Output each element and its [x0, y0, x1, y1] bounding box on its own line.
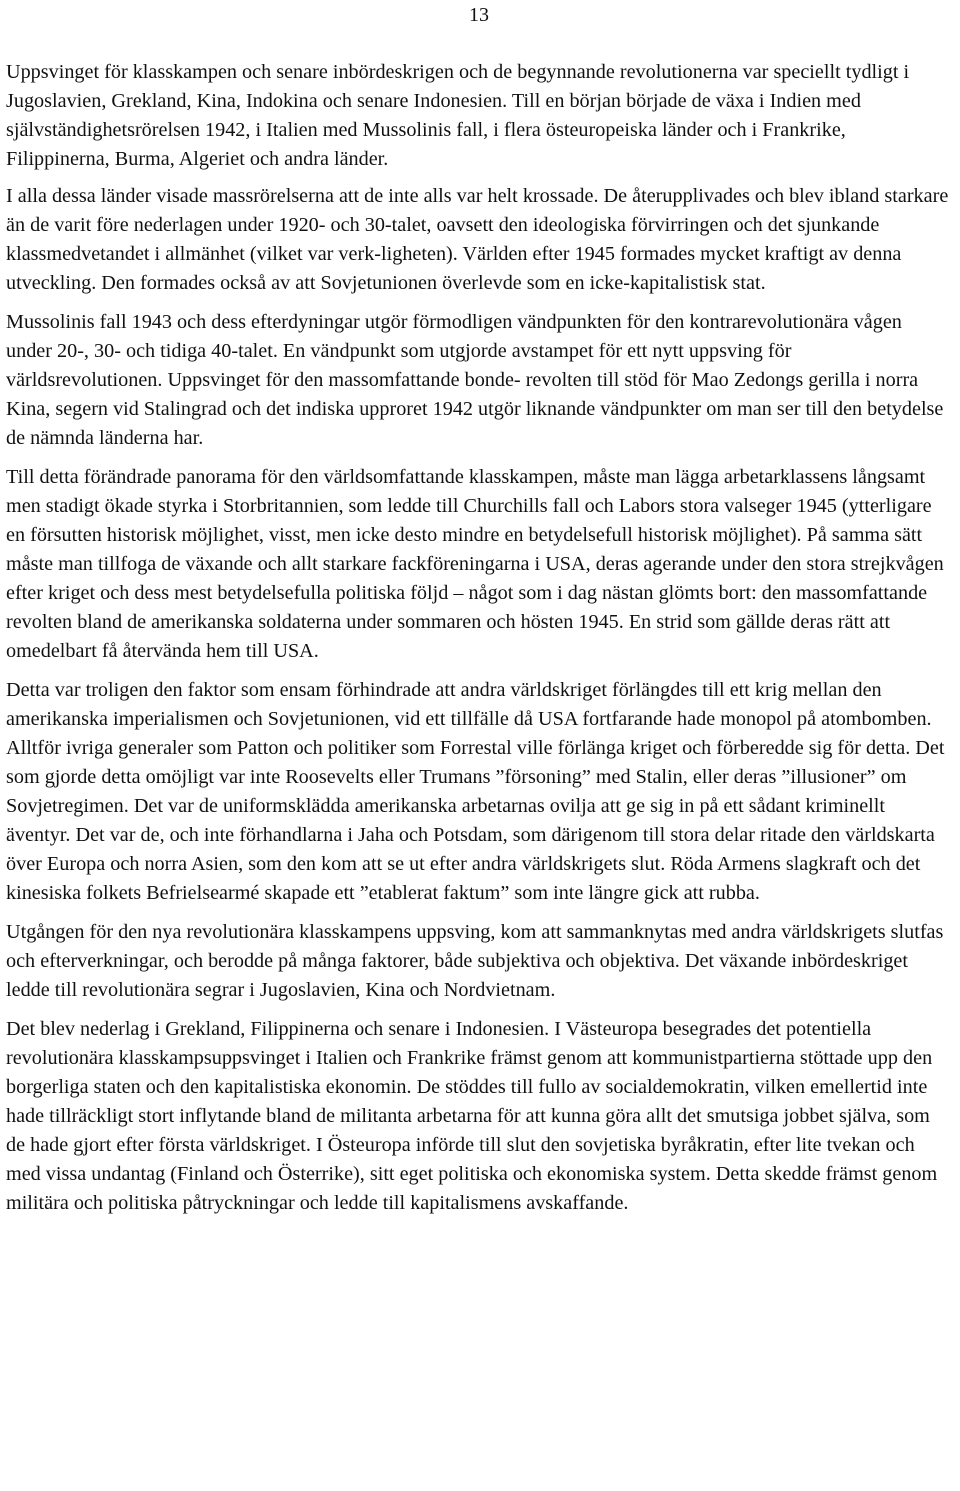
paragraph-3: Mussolinis fall 1943 och dess efterdyningar utgör förmodligen vändpunkten för den kontrarevolutionära vågen under 20-, 30- och tidiga 40-talet. En vändpunkt som utgjorde avstampet för ett nytt uppsving för världsrevolutionen. Uppsvinget för den massomfattande bonde- revolten till stöd för Mao Zedongs gerilla i norra Kina, segern vid Stalingrad och det indiska upproret 1942 utgör liknande vändpunkter om man ser till den betydelse de nämnda länderna har.: [6, 311, 944, 449]
paragraph-1: Uppsvinget för klasskampen och senare inbördeskrigen och de begynnande revolutionerna var speciellt tydligt i Jugoslavien, Grekland, Kina, Indokina och senare Indonesien. Till en början började de växa i Indien med självständighetsrörelsen 1942, i Italien med Mussolinis fall, i flera östeuropeiska länder och i Frankrike, Filippinerna, Burma, Algeriet och andra länder.: [6, 61, 910, 170]
paragraph-7: Det blev nederlag i Grekland, Filippinerna och senare i Indonesien. I Västeuropa besegrades det potentiella revolutionära klasskampsuppsvinget i Italien och Frankrike främst genom att kommunistpartierna stöttade upp den borgerliga staten och den kapitalistiska ekonomin. De stöddes till fullo av socialdemokratin, vilken emellertid inte hade tillräckligt stort inflytande bland de militanta arbetarna för att kunna göra allt det smutsiga jobbet själva, som de hade gjort efter första världskriget. I Östeuropa införde till slut den sovjetiska byråkratin, efter lite tvekan och med vissa undantag (Finland och Österrike), sitt eget politiska och ekonomiska system. Detta skedde främst genom militära och politiska påtryckningar och ledde till kapitalismens avskaffande.: [6, 1018, 938, 1214]
paragraph-5: Detta var troligen den faktor som ensam förhindrade att andra världskriget förlängdes till ett krig mellan den amerikanska imperialismen och Sovjetunionen, vid ett tillfälle då USA fortfarande hade monopol på atombomben. Alltför ivriga generaler som Patton och politiker som Forrestal ville förlänga kriget och förberedde sig för detta. Det som gjorde detta omöjligt var inte Roosevelts eller Trumans ”försoning” med Stalin, eller deras ”illusioner” om Sovjetregimen. Det var de uniformsklädda amerikanska arbetarnas ovilja att ge sig in på ett sådant kriminellt äventyr. Det var de, och inte förhandlarna i Jaha och Potsdam, som därigenom till stora delar ritade den världskarta över Europa och norra Asien, som den kom att se ut efter andra världskrigets slut. Röda Armens slagkraft och det kinesiska folkets Befrielsearmé skapade ett ”etablerat faktum” som inte längre gick att rubba.: [6, 679, 945, 904]
document-body: [6, 58, 950, 1228]
paragraph-2: I alla dessa länder visade massrörelserna att de inte alls var helt krossade. De återupplivades och blev ibland starkare än de varit före nederlagen under 1920- och 30-talet, oavsett den ideologiska förvirringen och det sjunkande klassmedvetandet i allmänhet (vilket var verk-ligheten). Världen efter 1945 formades mycket kraftigt av denna utveckling. Den formades också av att Sovjetunionen överlevde som en icke-kapitalistisk stat.: [6, 185, 949, 294]
paragraph-6: Utgången för den nya revolutionära klasskampens uppsving, kom att sammanknytas med andra världskrigets slutfas och efterverkningar, och berodde på många faktorer, både subjektiva och objektiva. Det växande inbördeskriget ledde till revolutionära segrar i Jugoslavien, Kina och Nordvietnam.: [6, 921, 944, 1001]
page-number: 13: [469, 4, 489, 26]
paragraph-4: Till detta förändrade panorama för den världsomfattande klasskampen, måste man lägga arbetarklassens långsamt men stadigt ökade styrka i Storbritannien, som ledde till Churchills fall och Labors stora valseger 1945 (ytterligare en försutten historisk möjlighet, visst, men icke desto mindre en betydelsefull historisk möjlighet). På samma sätt måste man tillfoga de växande och allt starkare fackföreningarna i USA, deras agerande under den stora strejkvågen efter kriget och dess mest betydelsefulla politiska följd – något som i dag nästan glömts bort: den massomfattande revolten bland de amerikanska soldaterna under sommaren och hösten 1945. En strid som gällde deras rätt att omedelbart få återvända hem till USA.: [6, 466, 944, 662]
